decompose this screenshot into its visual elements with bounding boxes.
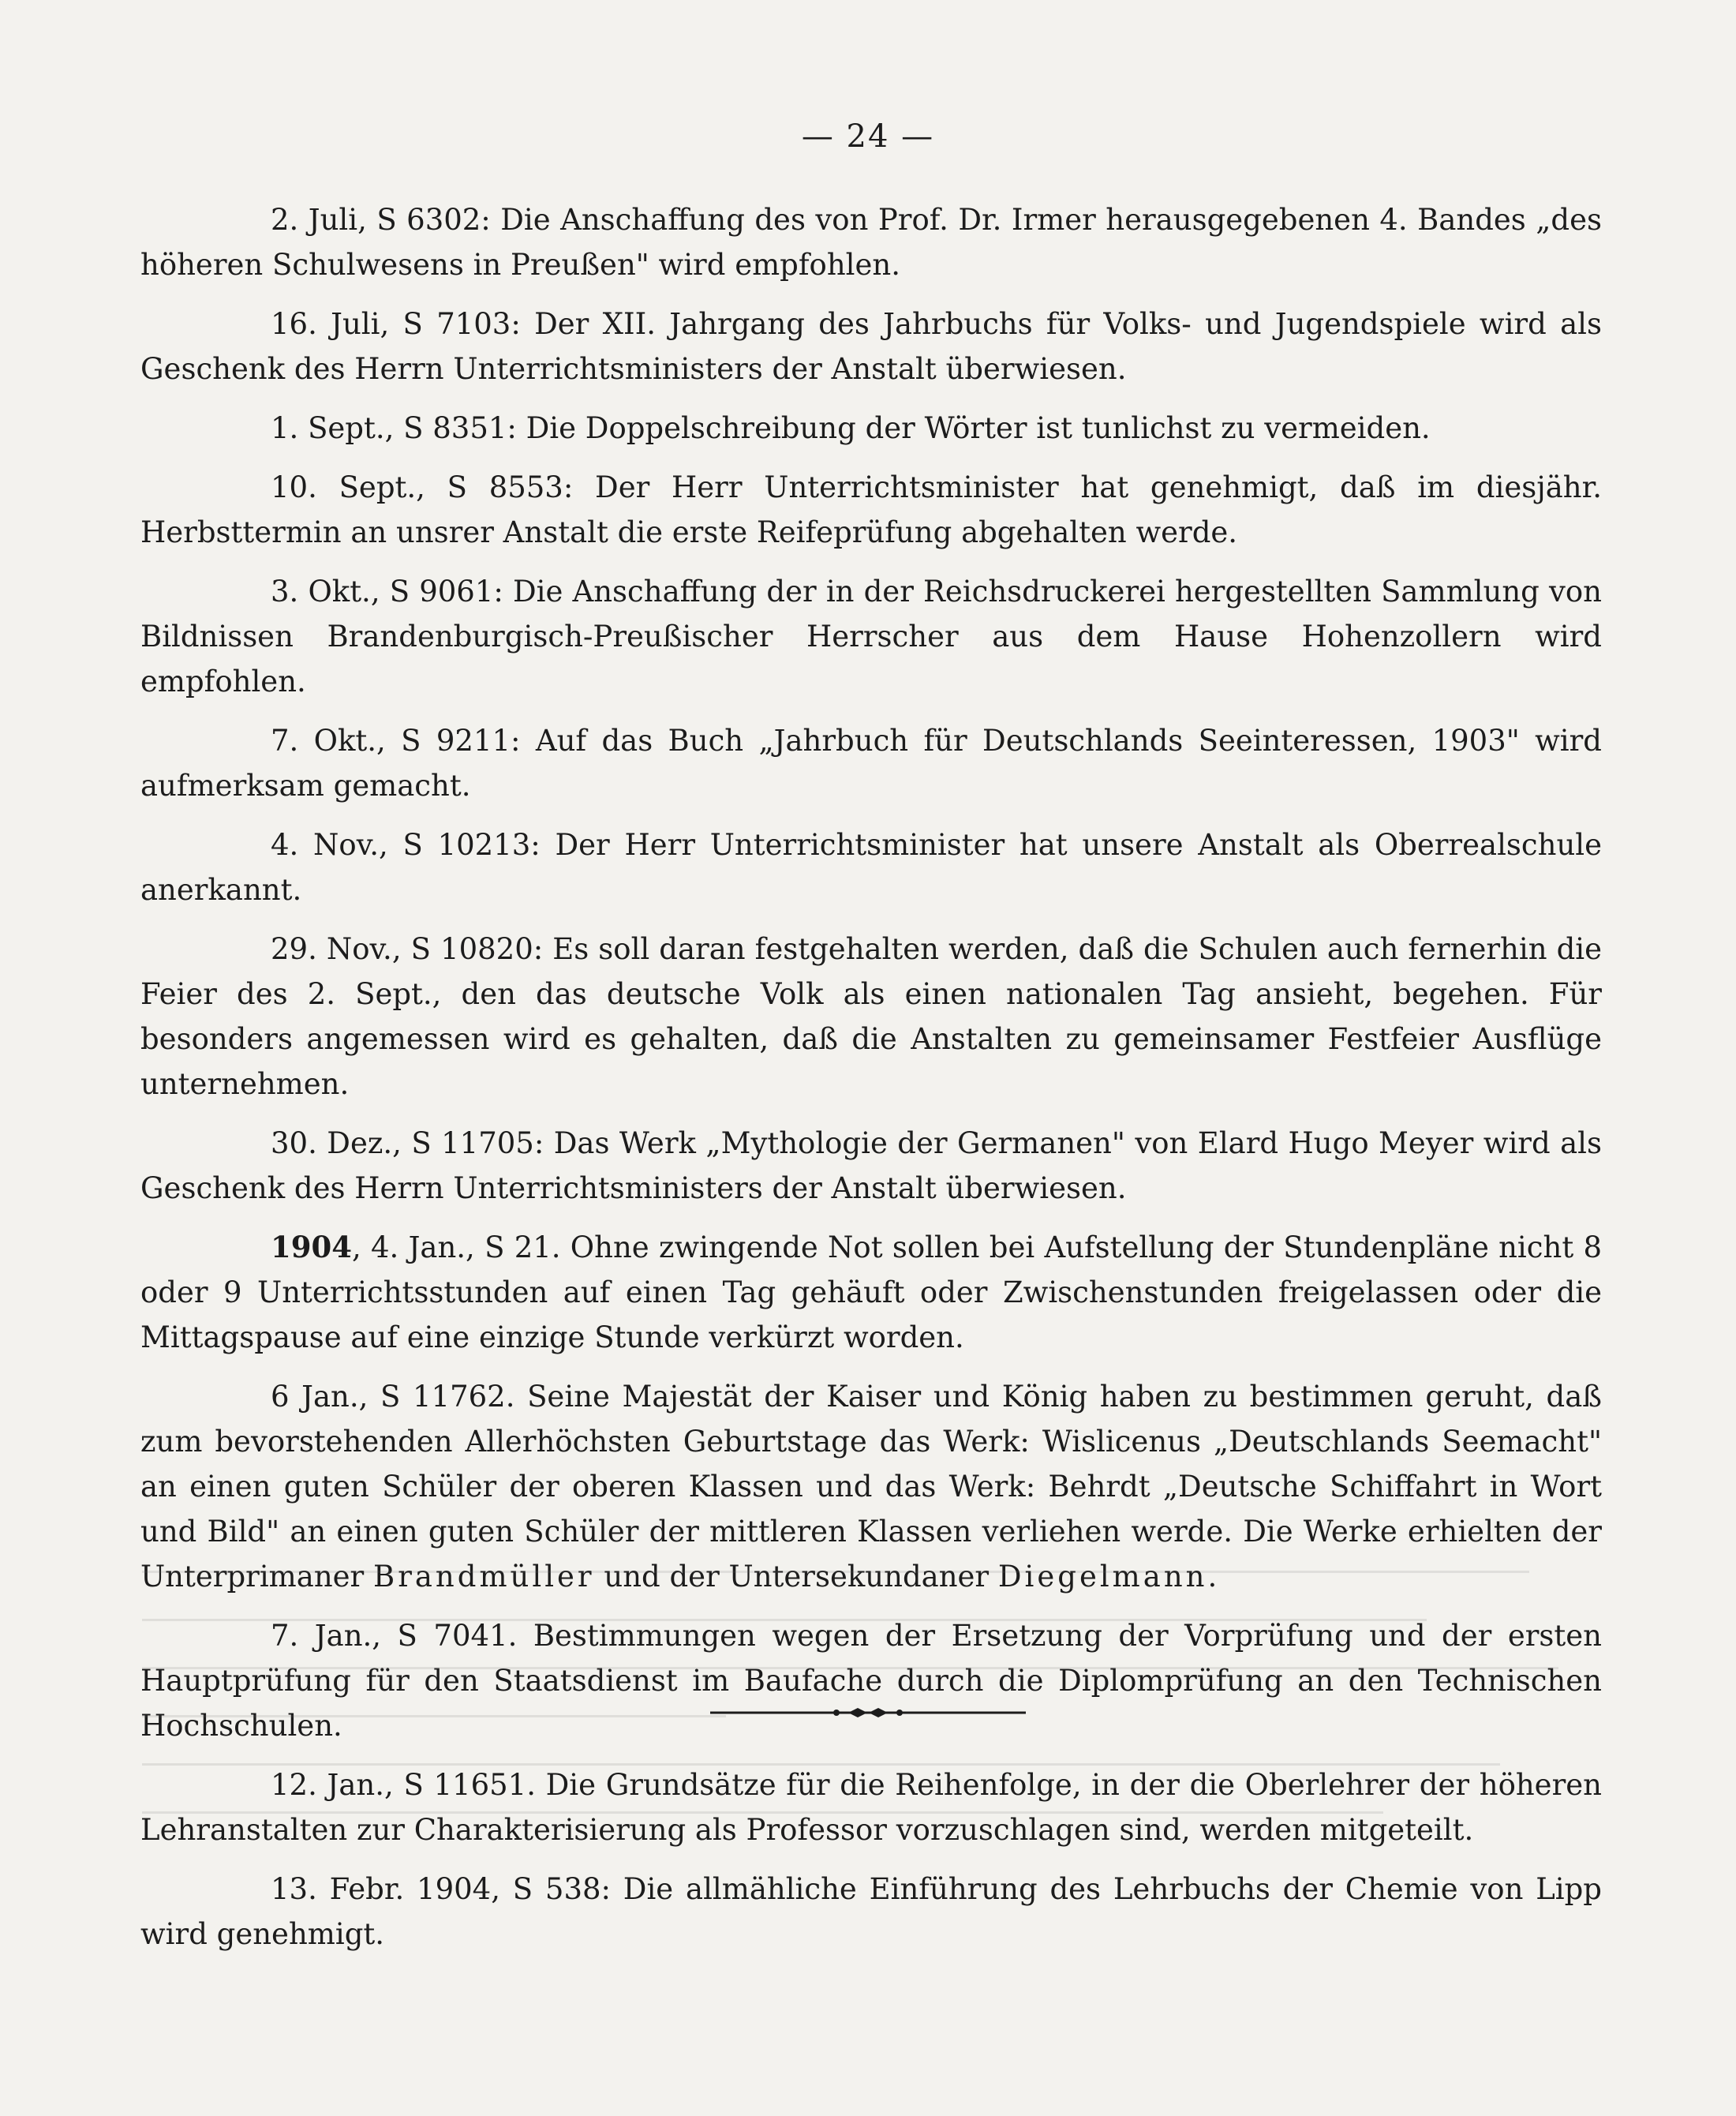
decree-entry-award	[140, 1374, 1602, 1599]
decree-entry: 29. Nov., S 10820: Es soll daran festgehalten werden, daß die Schulen auch fernerhin die Feier des 2. Sept., den das deutsche Volk als einen nationalen Tag ansieht, begehen. Für besonders angemessen wird es gehalten, daß die Anstalten zu gemeinsamer Festfeier Ausflüge unternehmen.	[140, 932, 1602, 1101]
decree-entry: 3. Okt., S 9061: Die Anschaffung der in der Reichsdruckerei hergestellten Sammlung von Bildnissen Brandenburgisch-Preußischer Herrscher aus dem Hause Hohenzollern wird empfohlen.	[140, 575, 1602, 698]
decree-entry: 7. Okt., S 9211: Auf das Buch „Jahrbuch für Deutschlands Seeinteressen, 1903" wird aufmerksam gemacht.	[140, 724, 1602, 803]
ornament-divider	[710, 1706, 1026, 1719]
decree-entry: 2. Juli, S 6302: Die Anschaffung des von Prof. Dr. Irmer herausgegebenen 4. Bandes „des höheren Schulwesens in Preußen" wird empfohlen.	[140, 203, 1602, 282]
page-number: — 24 —	[801, 118, 935, 155]
decree-entry-text: .	[1207, 1560, 1218, 1594]
decree-entry-text: 6 Jan., S 11762. Seine Majestät der Kaiser und König haben zu bestimmen geruht, daß zum bevorstehenden Allerhöchsten Geburtstage das Werk: Wislicenus „Deutschlands Seemacht" an einen guten Schüler der oberen Klassen und das Werk: Behrdt „Deutsche Schiffahrt in Wort und Bild" an einen guten Schüler der mittleren Klassen verliehen werde. Die Werke erhielten der Unterprimaner	[140, 1380, 1602, 1594]
year-heading: 1904	[271, 1230, 352, 1264]
decree-entry: 16. Juli, S 7103: Der XII. Jahrgang des Jahrbuchs für Volks- und Jugendspiele wird als Geschenk des Herrn Unterrichtsministers der Anstalt überwiesen.	[140, 307, 1602, 386]
decree-entry: 12. Jan., S 11651. Die Grundsätze für die Reihenfolge, in der die Oberlehrer der höheren Lehranstalten zur Charakterisierung als Professor vorzuschlagen sind, werden mitgeteilt.	[140, 1768, 1602, 1847]
decree-entry-1904	[140, 1225, 1602, 1360]
decree-entry: 10. Sept., S 8553: Der Herr Unterrichtsminister hat genehmigt, daß im diesjähr. Herbsttermin an unsrer Anstalt die erste Reifeprüfung abgehalten werde.	[140, 470, 1602, 549]
decree-entry: 4. Nov., S 10213: Der Herr Unterrichtsminister hat unsere Anstalt als Oberrealschule anerkannt.	[140, 828, 1602, 907]
decree-list	[140, 197, 1602, 1971]
decree-entry-text: und der Untersekundaner	[594, 1560, 998, 1594]
decree-entry: 7. Jan., S 7041. Bestimmungen wegen der Ersetzung der Vorprüfung und der ersten Hauptprüfung für den Staatsdienst im Baufache durch die Diplomprüfung an den Technischen Hochschulen.	[140, 1619, 1602, 1743]
decree-entry-text: , 4. Jan., S 21. Ohne zwingende Not sollen bei Aufstellung der Stundenpläne nicht 8 oder 9 Unterrichtsstunden auf einen Tag gehäuft oder Zwischenstunden freigelassen oder die Mittagspause auf eine einzige Stunde verkürzt worden.	[140, 1230, 1602, 1354]
decree-entry: 1. Sept., S 8351: Die Doppelschreibung der Wörter ist tunlichst zu vermeiden.	[271, 411, 1431, 445]
student-name: Diegelmann	[997, 1560, 1208, 1594]
decree-entry: 30. Dez., S 11705: Das Werk „Mythologie der Germanen" von Elard Hugo Meyer wird als Geschenk des Herrn Unterrichtsministers der Anstalt überwiesen.	[140, 1126, 1602, 1205]
decree-entry: 13. Febr. 1904, S 538: Die allmähliche Einführung des Lehrbuchs der Chemie von Lipp wird genehmigt.	[140, 1872, 1602, 1951]
student-name: Brandmüller	[373, 1560, 595, 1594]
